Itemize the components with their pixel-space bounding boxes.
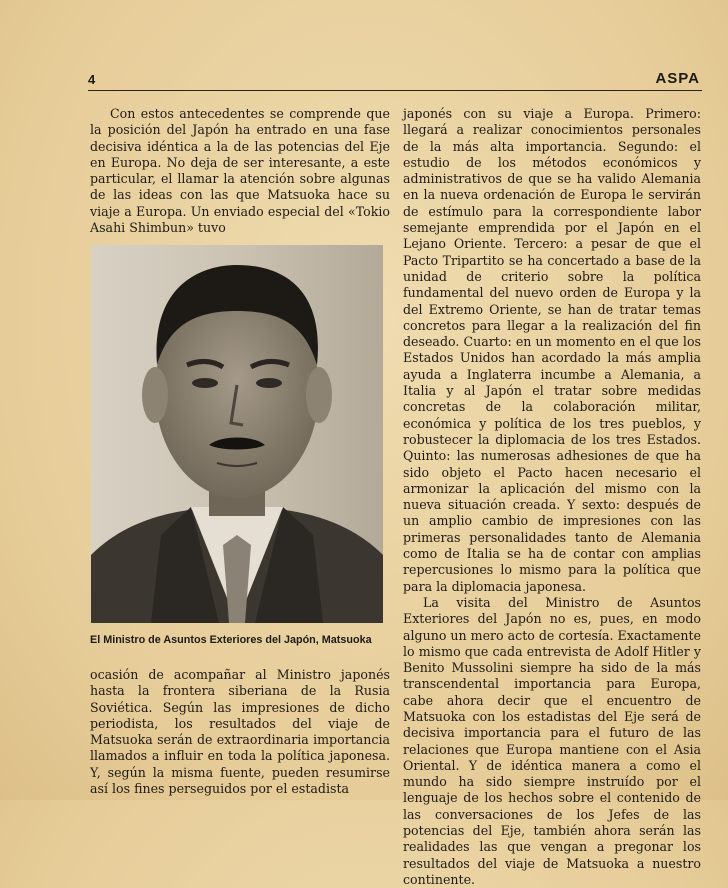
paragraph: japonés con su viaje a Europa. Primero: llegará a realizar conocimientos personales de la más alta importancia. Segundo: el estudio de los métodos económicos y administrativos de que se ha valido Alemania en la nueva ordenación de Europa le servirán de estímulo para la correspondiente labor semejante emprendida por el Japón en el Lejano Oriente. Tercero: a pesar de que el Pacto Tripartito se ha concertado a base de la unidad de criterio sobre la política fundamental del nuevo orden de Europa y la del Extremo Oriente, se han de tratar temas concretos para llegar a la realización del fin deseado. Cuarto: en un momento en el que los Estados Unidos han acordado la más amplia ayuda a Inglaterra incumbe a Alemania, a Italia y al Japón el tratar sobre medidas concretas de la colaboración militar, económica y política de los tres pueblos, y robustecer la diplomacia de los tres Estados. Quinto: las numerosas adhesiones de que ha sido objeto el Pacto hacen necesario el armonizar la aplicación del mismo con la nueva situación creada. Y sexto: después de un amplio cambio de impresiones con las primeras personalidades tanto de Alemania como de Italia se ha de contar con amplias repercusiones lo mismo para la política que para la diplomacia japonesa. bbox=[403, 106, 701, 594]
header-rule bbox=[88, 90, 702, 91]
left-column-top bbox=[90, 106, 390, 236]
paragraph: ocasión de acompañar al Ministro japonés hasta la frontera siberiana de la Rusia Soviética. Según las impresiones de dicho periodista, los resultados del viaje de Matsuoka serán de extraordinaria importancia llamados a influir en toda la política japonesa. Y, según la misma fuente, pueden resumirse así los fines perseguidos por el estadista bbox=[90, 667, 390, 797]
portrait-photo bbox=[91, 245, 383, 623]
paragraph: La visita del Ministro de Asuntos Exteriores del Japón no es, pues, en modo alguno un mero acto de cortesía. Exactamente lo mismo que cada entrevista de Adolf Hitler y Benito Mussolini siempre ha sido de la más transcendental importancia para Europa, cabe ahora decir que el encuentro de Matsuoka con los estadistas del Eje será de decisiva importancia para el futuro de las relaciones que Europa mantiene con el Asia Oriental. Y de idéntica manera a como el mundo ha sido siempre instruído por el lenguaje de los hechos sobre el contenido de las conversaciones de los Jefes de las potencias del Eje, también ahora serán las realidades las que vengan a pregonar los resultados del viaje de Matsuoka a nuestro continente. bbox=[403, 594, 701, 887]
paragraph: Con estos antecedentes se comprende que la posición del Japón ha entrado en una fase decisiva idéntica a la de las potencias del Eje en Europa. No deja de ser interesante, a este particular, el llamar la atención sobre algunas de las ideas con las que Matsuoka hace su viaje a Europa. Un enviado especial del «Tokio Asahi Shimbun» tuvo bbox=[90, 106, 390, 236]
left-column-bottom bbox=[90, 667, 390, 797]
right-column bbox=[403, 106, 701, 888]
running-head-title: ASPA bbox=[655, 70, 700, 87]
page-number: 4 bbox=[88, 72, 96, 87]
photo-caption: El Ministro de Asuntos Exteriores del Japón, Matsuoka bbox=[90, 634, 372, 646]
